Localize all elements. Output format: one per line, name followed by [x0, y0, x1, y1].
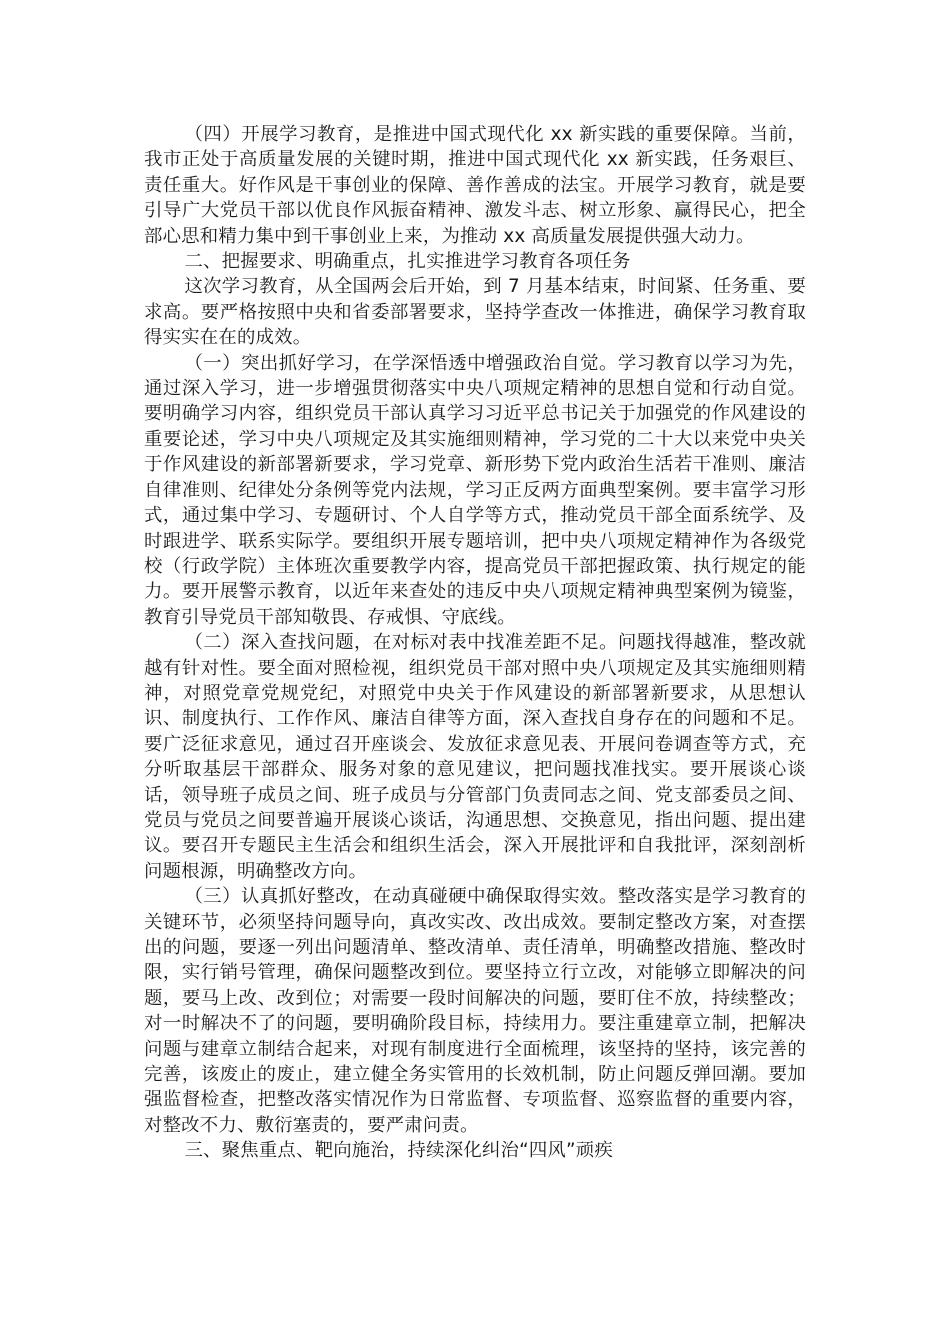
document-page — [144, 122, 806, 1164]
paragraph-section-2-1: （一）突出抓好学习，在学深悟透中增强政治自觉。学习教育以学习为先，通过深入学习，进一步增强贯彻落实中央八项规定精神的思想自觉和行动自觉。要明确学习内容，组织党员干部认真学习习近平总书记关于加强党的作风建设的重要论述，学习中央八项规定及其实施细则精神，学习党的二十大以来党中央关于作风建设的新部署新要求，学习党章、新形势下党内政治生活若干准则、廉洁自律准则、纪律处分条例等党内法规，学习正反两方面典型案例。要丰富学习形式，通过集中学习、专题研讨、个人自学等方式，推动党员干部全面系统学、及时跟进学、联系实际学。要组织开展专题培训，把中央八项规定精神作为各级党校（行政学院）主体班次重要教学内容，提高党员干部把握政策、执行规定的能力。要开展警示教育，以近年来查处的违反中央八项规定精神典型案例为镜鉴，教育引导党员干部知敬畏、存戒惧、守底线。 — [144, 352, 806, 628]
section-heading-2: 二、把握要求、明确重点，扎实推进学习教育各项任务 — [184, 251, 631, 273]
section-heading-3: 三、聚焦重点、靶向施治，持续深化纠治“四风”顽疾 — [184, 1140, 613, 1162]
paragraph-section-2-3: （三）认真抓好整改，在动真碰硬中确保取得实效。整改落实是学习教育的关键环节，必须坚持问题导向，真改实改、改出成效。要制定整改方案，对查摆出的问题，要逐一列出问题清单、整改清单、责任清单，明确整改措施、整改时限，实行销号管理，确保问题整改到位。要坚持立行立改，对能够立即解决的问题，要马上改、改到位；对需要一段时间解决的问题，要盯住不放，持续整改；对一时解决不了的问题，要明确阶段目标，持续用力。要注重建章立制，把解决问题与建章立制结合起来，对现有制度进行全面梳理，该坚持的坚持，该完善的完善，该废止的废止，建立健全务实管用的长效机制，防止问题反弹回潮。要加强监督检查，把整改落实情况作为日常监督、专项监督、巡察监督的重要内容，对整改不力、敷衍塞责的，要严肃问责。 — [144, 886, 806, 1136]
paragraph-section-1-4: （四）开展学习教育，是推进中国式现代化 xx 新实践的重要保障。当前，我市正处于高质量发展的关键时期，推进中国式现代化 xx 新实践，任务艰巨、责任重大。好作风是干事创业的保障、善作善成的法宝。开展学习教育，就是要引导广大党员干部以优良作风振奋精神、激发斗志、树立形象、赢得民心，把全部心思和精力集中到干事创业上来，为推动 xx 高质量发展提供强大动力。 — [144, 124, 806, 247]
paragraph-section-2-2: （二）深入查找问题，在对标对表中找准差距不足。问题找得越准，整改就越有针对性。要全面对照检视，组织党员干部对照中央八项规定及其实施细则精神，对照党章党规党纪，对照党中央关于作风建设的新部署新要求，从思想认识、制度执行、工作作风、廉洁自律等方面，深入查找自身存在的问题和不足。要广泛征求意见，通过召开座谈会、发放征求意见表、开展问卷调查等方式，充分听取基层干部群众、服务对象的意见建议，把问题找准找实。要开展谈心谈话，领导班子成员之间、班子成员与分管部门负责同志之间、党支部委员之间、党员与党员之间要普遍开展谈心谈话，沟通思想、交换意见，指出问题、提出建议。要召开专题民主生活会和组织生活会，深入开展批评和自我批评，深刻剖析问题根源，明确整改方向。 — [144, 632, 806, 882]
paragraph-section-2-intro: 这次学习教育，从全国两会后开始，到 7 月基本结束，时间紧、任务重、要求高。要严格按照中央和省委部署要求，坚持学查改一体推进，确保学习教育取得实实在在的成效。 — [144, 276, 806, 349]
